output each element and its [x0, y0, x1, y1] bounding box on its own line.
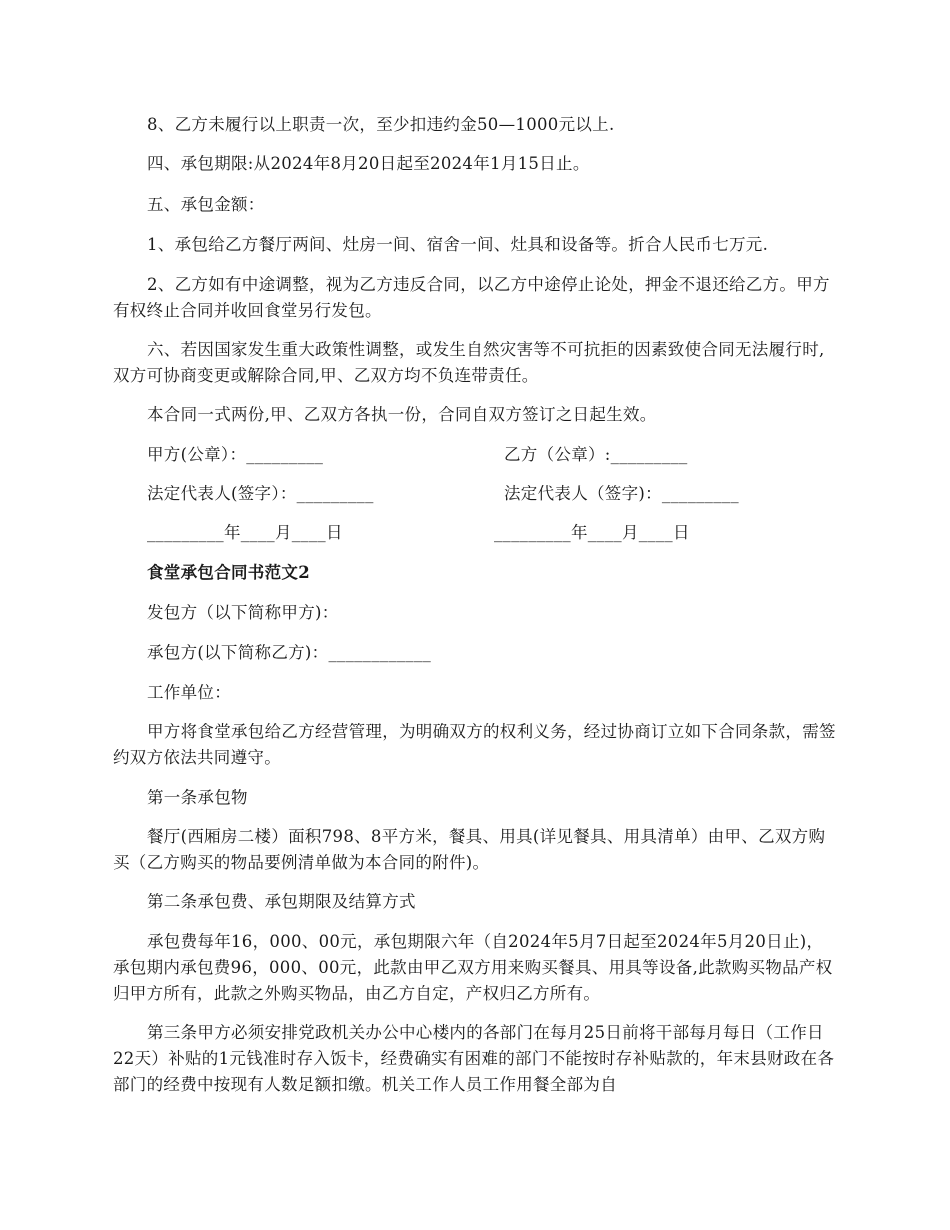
- party-a-seal-line: 甲方(公章）：_________: [147, 445, 324, 464]
- article-2-body: 承包费每年16，000、00元，承包期限六年（自2024年5月7日起至2024年5月20日止)，承包期内承包费96，000、00元，此款由甲乙双方用来购买餐具、用具等设备,此款购买物品产权归甲方所有，此款之外购买物品，由乙方自定，产权归乙方所有。: [113, 932, 833, 1003]
- amount-item-2: 2、乙方如有中途调整，视为乙方违反合同，以乙方中途停止论处，押金不退还给乙方。甲方有权终止合同并收回食堂另行发包。: [113, 275, 830, 320]
- force-majeure-clause: 六、若因国家发生重大政策性调整，或发生自然灾害等不可抗拒的因素致使合同无法履行时,双方可协商变更或解除合同,甲、乙双方均不负连带责任。: [113, 340, 825, 385]
- copies-clause: 本合同一式两份,甲、乙双方各执一份，合同自双方签订之日起生效。: [147, 405, 657, 424]
- work-unit-line: 工作单位：: [147, 683, 231, 702]
- article-2-heading: 第二条承包费、承包期限及结算方式: [147, 892, 416, 911]
- contract-amount-heading: 五、承包金额：: [147, 195, 265, 214]
- preamble-paragraph: 甲方将食堂承包给乙方经营管理，为明确双方的权利义务，经过协商订立如下合同条款，需签约双方依法共同遵守。: [113, 722, 836, 767]
- party-b-seal-line: 乙方（公章）:_________: [504, 445, 688, 464]
- clause-8-penalty: 8、乙方未履行以上职责一次，至少扣违约金50—1000元以上.: [147, 115, 615, 134]
- contract-term: 四、承包期限:从2024年8月20日起至2024年1月15日止。: [147, 154, 590, 173]
- party-b-rep-line: 法定代表人（签字)：_________: [504, 484, 739, 503]
- contractor-line: 承包方(以下简称乙方)：____________: [147, 643, 432, 662]
- amount-item-1: 1、承包给乙方餐厅两间、灶房一间、宿舍一间、灶具和设备等。折合人民币七万元.: [147, 235, 769, 254]
- article-3-body: 第三条甲方必须安排党政机关办公中心楼内的各部门在每月25日前将干部每月每日（工作日22天）补贴的1元钱准时存入饭卡，经费确实有困难的部门不能按时存补贴款的，年末县财政在各部门的经费中按现有人数足额扣缴。机关工作人员工作用餐全部为自: [113, 1023, 835, 1094]
- party-b-date-line: _________年____月____日: [494, 523, 690, 542]
- article-1-body: 餐厅(西厢房二楼）面积798、8平方米，餐具、用具(详见餐具、用具清单）由甲、乙双方购买（乙方购买的物品要例清单做为本合同的附件)。: [113, 827, 826, 872]
- article-1-heading: 第一条承包物: [147, 788, 248, 807]
- employer-line: 发包方（以下简称甲方)：: [147, 603, 339, 622]
- party-a-date-line: _________年____月____日: [147, 523, 343, 542]
- section-title: 食堂承包合同书范文2: [147, 563, 310, 582]
- party-a-rep-line: 法定代表人(签字）：_________: [147, 484, 374, 503]
